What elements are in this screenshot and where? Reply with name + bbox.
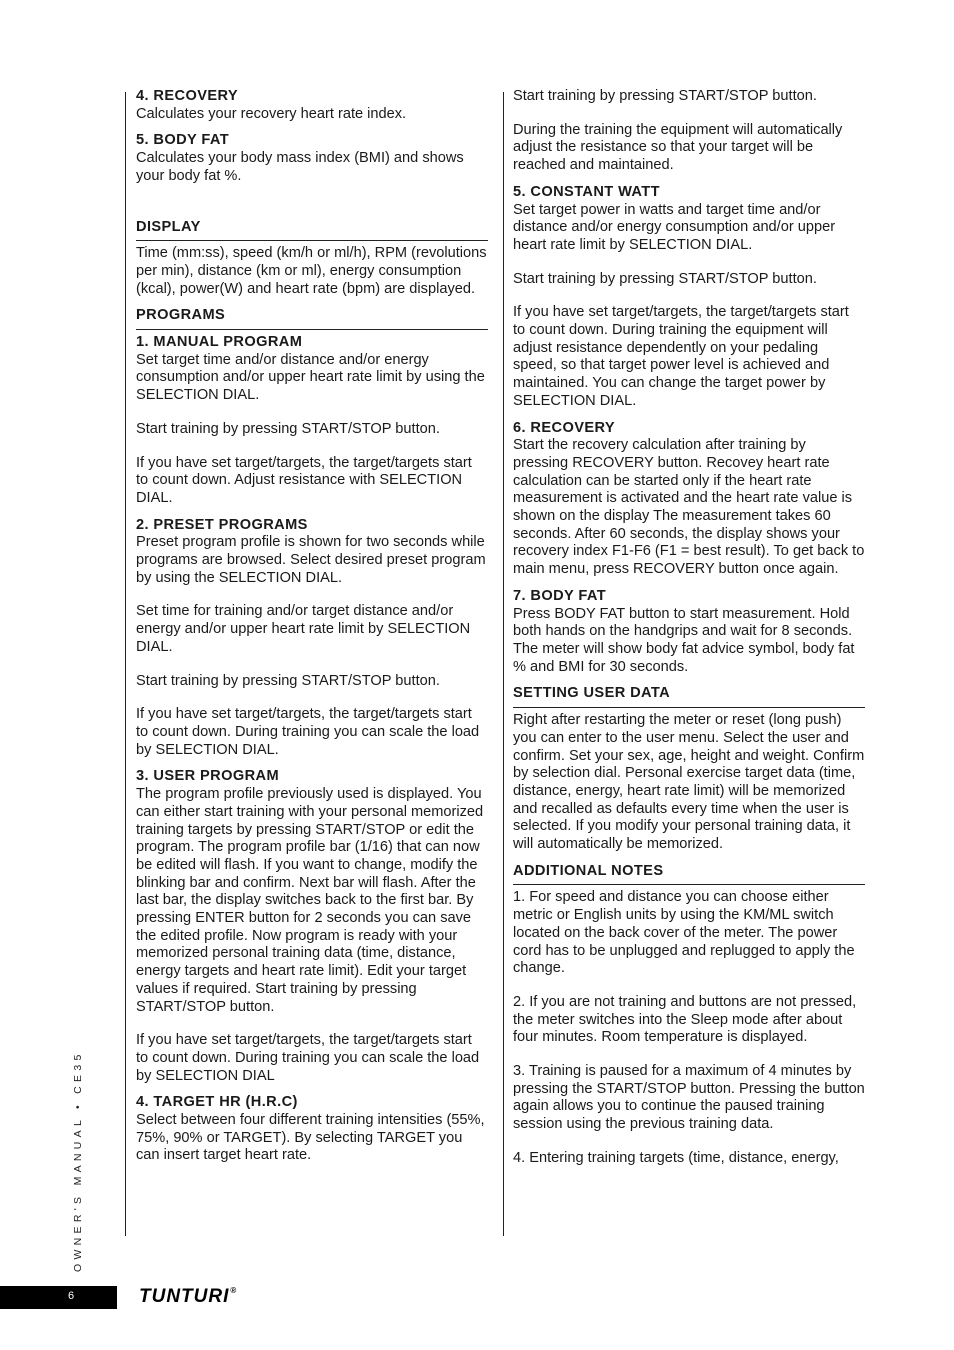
preset-programs-text-2: Set time for training and/or target distance and/or energy and/or upper heart rate limit by SELECTION DIAL. (136, 603, 471, 655)
note-2: 2. If you are not training and buttons are not pressed, the meter switches into the Sleep mode after about four minutes. Room temperature is displayed. (513, 993, 857, 1046)
programs-section-heading: PROGRAMS (136, 307, 488, 330)
target-hr-heading: 4. TARGET HR (H.R.C) (136, 1094, 298, 1111)
additional-notes-heading: ADDITIONAL NOTES (513, 863, 865, 886)
manual-program-text-3: If you have set target/targets, the target/targets start to count down. Adjust resistance with SELECTION DIAL. (136, 454, 472, 506)
constant-watt-text-1: Set target power in watts and target time and/or distance and/or energy consumption and/or upper heart rate limit by SELECTION DIAL. (513, 201, 836, 253)
left-column (136, 88, 488, 1165)
preset-programs-text-1: Preset program profile is shown for two seconds while programs are browsed. Select desired preset program by using the SELECTION DIAL. (136, 534, 486, 586)
body-fat-7-text: Press BODY FAT button to start measurement. Hold both hands on the handgrips and wait for 8 seconds. The meter will show body fat advice symbol, body fat % and BMI for 30 seconds. (513, 605, 855, 675)
manual-program-heading: 1. MANUAL PROGRAM (136, 334, 303, 351)
recovery-6-heading: 6. RECOVERY (513, 419, 615, 436)
body-fat-heading: 5. BODY FAT (136, 132, 230, 149)
body-fat-7-heading: 7. BODY FAT (513, 587, 607, 604)
note-4: 4. Entering training targets (time, distance, energy, (513, 1149, 839, 1166)
constant-watt-heading: 5. CONSTANT WATT (513, 183, 660, 200)
logo-text: TUNTURI (139, 1286, 230, 1307)
preset-programs-text-3: Start training by pressing START/STOP button. (136, 672, 440, 689)
note-3: 3. Training is paused for a maximum of 4 minutes by pressing the START/STOP button. Pressing the button again allows you to continue the paused training session using the previous training data. (513, 1063, 865, 1133)
manual-sidebar-label: OWNER'S MANUAL • CE35 (72, 1050, 84, 1272)
start-training-text: Start training by pressing START/STOP button. (513, 88, 817, 104)
constant-watt-text-3: If you have set target/targets, the target/targets start to count down. During training the equipment will adjust resistance dependently on your pedaling speed, so that target power level is achieved and maintained. You can change the target power by SELECTION DIAL. (513, 304, 849, 409)
body-fat-text: Calculates your body mass index (BMI) and shows your body fat %. (136, 150, 464, 184)
constant-watt-text-2: Start training by pressing START/STOP button. (513, 270, 817, 287)
preset-programs-text-4: If you have set target/targets, the target/targets start to count down. During training you can scale the load by SELECTION DIAL. (136, 706, 480, 758)
recovery-text: Calculates your recovery heart rate index. (136, 105, 407, 122)
tunturi-logo (139, 1286, 237, 1308)
setting-user-data-heading: SETTING USER DATA (513, 685, 865, 708)
registered-mark: ® (230, 1286, 238, 1295)
user-program-heading: 3. USER PROGRAM (136, 768, 280, 785)
target-hr-text: Select between four different training intensities (55%, 75%, 90% or TARGET). By selecting TARGET you can insert target heart rate. (136, 1112, 485, 1164)
recovery-6-text: Start the recovery calculation after training by pressing RECOVERY button. Recovey heart rate calculation can be started only if the heart rate measurement is activated and the heart rate value is shown on the display The measurement takes 60 seconds. After 60 seconds, the display shows your recovery index F1-F6 (F1 = best result). To get back to main menu, press RECOVERY button once again. (513, 437, 865, 578)
page-number-bar (0, 1286, 117, 1309)
display-section-heading: DISPLAY (136, 219, 488, 242)
manual-program-text-2: Start training by pressing START/STOP button. (136, 420, 440, 437)
preset-programs-heading: 2. PRESET PROGRAMS (136, 516, 308, 533)
user-program-text-1: The program profile previously used is displayed. You can either start training with your personal memorized training targets by pressing START/STOP or edit the program. The program profile bar (1/16) that can now be edited will flash. If you want to change, modify the blinking bar and confirm. Next bar will flash. After the last bar, the display switches back to the first bar. By pressing ENTER button for 2 seconds you can save the edited profile. Now program is ready with your memorized personal training data (time, distance, energy targets and heart rate limit). Edit your target values if required. Start training by pressing START/STOP button. (136, 786, 484, 1015)
auto-adjust-text: During the training the equipment will automatically adjust the resistance so that your target will be reached and maintained. (513, 121, 843, 174)
note-1: 1. For speed and distance you can choose either metric or English units by using the KM/ML switch located on the back cover of the meter. The power cord has to be unplugged and replugged to apply the change. (513, 889, 855, 977)
user-program-text-2: If you have set target/targets, the target/targets start to count down. During training you can scale the load by SELECTION DIAL (136, 1032, 480, 1084)
page-number: 6 (68, 1290, 75, 1302)
left-column-rule (125, 92, 126, 1236)
display-text: Time (mm:ss), speed (km/h or ml/h), RPM (revolutions per min), distance (km or ml), energy consumption (kcal), power(W) and heart rate (bpm) are displayed. (136, 245, 487, 297)
right-column-rule (503, 92, 504, 1236)
right-column (513, 88, 865, 1168)
recovery-heading: 4. RECOVERY (136, 88, 238, 104)
manual-program-text-1: Set target time and/or distance and/or energy consumption and/or upper heart rate limit by using the SELECTION DIAL. (136, 351, 485, 404)
setting-user-data-text: Right after restarting the meter or reset (long push) you can enter to the user menu. Select the user and confirm. Set your sex, age, height and weight. Confirm by selection dial. Personal exercise target data (time, distance, energy, heart rate limit) will be memorized and recalled as defaults every time when the user is selected. If you modify your personal training data, it will automatically be memorized. (513, 712, 865, 853)
